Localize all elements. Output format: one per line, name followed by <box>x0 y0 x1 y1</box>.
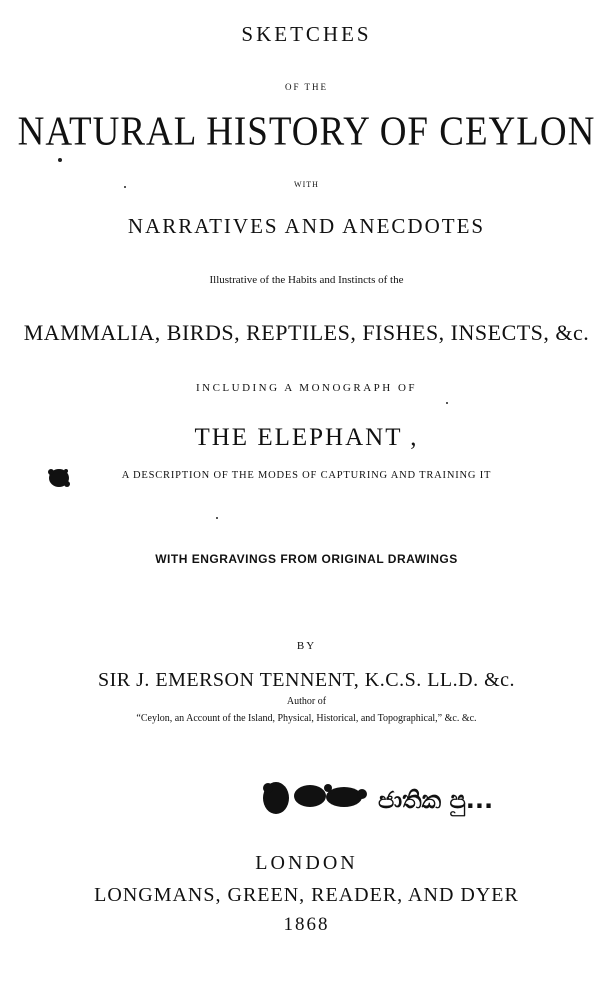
main-title: NATURAL HISTORY OF CEYLON <box>17 108 596 155</box>
of-the-line: OF THE <box>284 82 329 92</box>
scan-speck <box>124 186 126 188</box>
including-line: INCLUDING A MONOGRAPH OF <box>195 382 418 394</box>
illustrative-line: Illustrative of the Habits and Instincts of the <box>209 274 404 286</box>
elephant-line: THE ELEPHANT , <box>194 424 419 451</box>
scan-speck <box>216 517 218 519</box>
scan-speck <box>58 158 62 162</box>
scan-speck <box>446 402 448 404</box>
with-line: WITH <box>294 180 319 189</box>
ink-blot-icon <box>46 466 72 495</box>
by-line: BY <box>296 640 317 652</box>
publisher-line: LONGMANS, GREEN, READER, AND DYER <box>94 884 519 906</box>
stamp-text: ජාතික පු... <box>378 786 494 814</box>
sketches-line: SKETCHES <box>241 22 372 46</box>
narratives-line: NARRATIVES AND ANECDOTES <box>127 214 486 238</box>
engravings-line: WITH ENGRAVINGS FROM ORIGINAL DRAWINGS <box>155 552 458 566</box>
mammalia-line: MAMMALIA, BIRDS, REPTILES, FISHES, INSECTS, &c. <box>23 320 590 345</box>
author-of-line: Author of <box>286 696 327 707</box>
library-seal-icon <box>258 770 603 835</box>
year-line: 1868 <box>283 914 330 935</box>
description-line: A DESCRIPTION OF THE MODES OF CAPTURING AND TRAINING IT <box>121 470 492 481</box>
ceylon-work-line: “Ceylon, an Account of the Island, Physical, Historical, and Topographical,” &c. &c. <box>136 713 477 724</box>
london-line: LONDON <box>255 852 358 874</box>
author-line: SIR J. EMERSON TENNENT, K.C.S. LL.D. &c. <box>97 669 516 691</box>
